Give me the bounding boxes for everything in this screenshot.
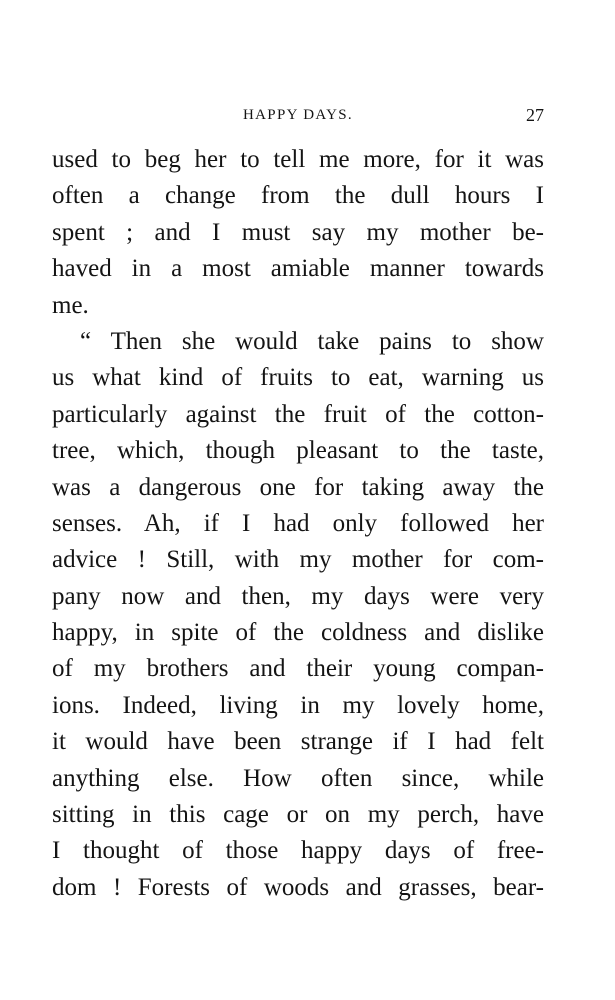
text-line: advice ! Still, with my mother for com- bbox=[52, 546, 544, 574]
text-line: was a dangerous one for taking away the bbox=[52, 473, 544, 501]
page-number: 27 bbox=[526, 105, 544, 125]
text-line: particularly against the fruit of the cotton- bbox=[52, 400, 544, 428]
text-line: senses. Ah, if I had only followed her bbox=[52, 509, 544, 537]
text-line: sitting in this cage or on my perch, have bbox=[52, 801, 544, 829]
running-head bbox=[52, 100, 544, 130]
text-line: happy, in spite of the coldness and dislike bbox=[52, 619, 544, 647]
text-line: of my brothers and their young compan- bbox=[52, 655, 544, 683]
paragraph-start-line: “ Then she would take pains to show bbox=[80, 327, 544, 355]
text-line: anything else. How often since, while bbox=[52, 764, 544, 792]
text-line: us what kind of fruits to eat, warning us bbox=[52, 364, 544, 392]
text-line: it would have been strange if I had felt bbox=[52, 728, 544, 756]
text-line: haved in a most amiable manner towards bbox=[52, 255, 544, 283]
text-line: pany now and then, my days were very bbox=[52, 582, 544, 610]
paragraph-end-line: me. bbox=[52, 291, 89, 319]
text-line: used to beg her to tell me more, for it was bbox=[52, 146, 544, 173]
text-line: tree, which, though pleasant to the taste, bbox=[52, 437, 544, 465]
running-title: HAPPY DAYS. bbox=[243, 107, 353, 123]
text-line: ions. Indeed, living in my lovely home, bbox=[52, 691, 544, 719]
text-line: spent ; and I must say my mother be- bbox=[52, 218, 544, 246]
text-line: I thought of those happy days of free- bbox=[52, 837, 544, 865]
body-text bbox=[52, 142, 544, 906]
text-line: dom ! Forests of woods and grasses, bear- bbox=[52, 873, 544, 901]
text-line: often a change from the dull hours I bbox=[52, 182, 544, 210]
